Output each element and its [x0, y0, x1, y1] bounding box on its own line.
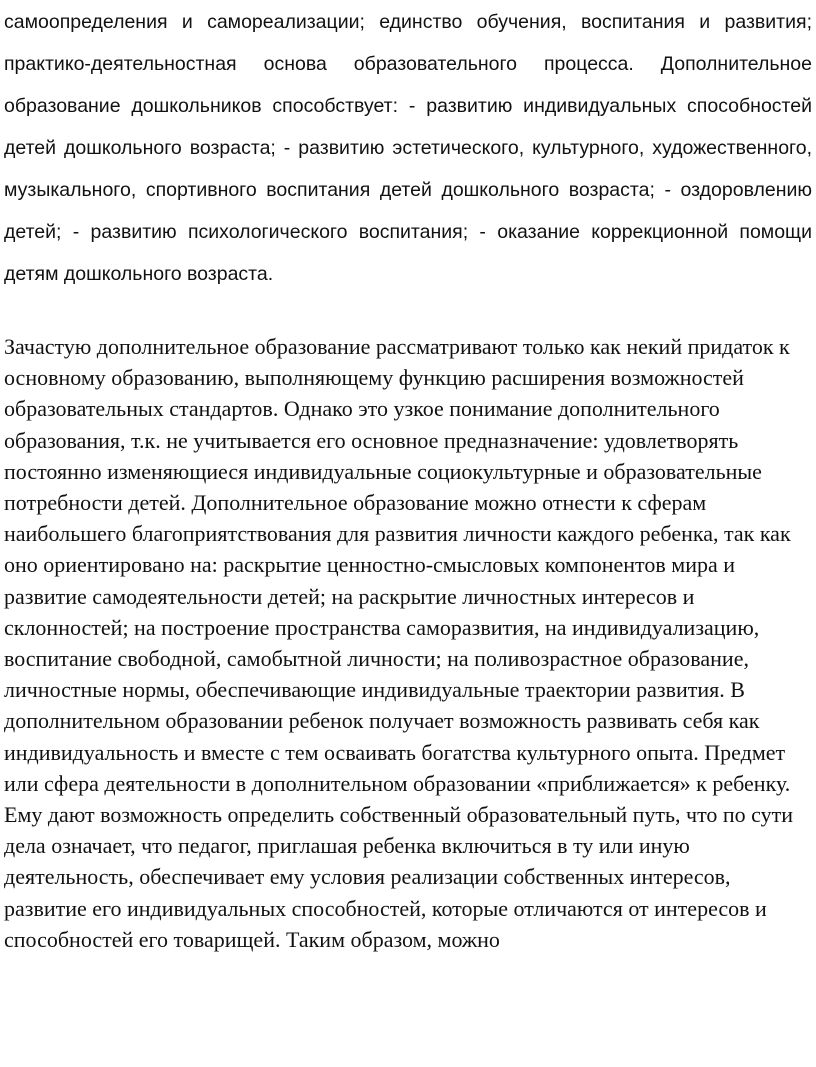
paragraph-role-of-additional-education: Зачастую дополнительное образование рассматривают только как некий придаток к основному образованию, выполняющему функцию расширения возможностей образовательных стандартов. Однако это узкое понимание дополнительного образования, т.к. не учитывается его основное предназначение: удовлетворять постоянно изменяющиеся индивидуальные социокультурные и образовательные потребности детей. Дополнительное образование можно отнести к сферам наибольшего благоприятствования для развития личности каждого ребенка, так как оно ориентировано на: раскрытие ценностно-смысловых компонентов мира и развитие самодеятельности детей; на раскрытие личностных интересов и склонностей; на построение пространства саморазвития, на индивидуализацию, воспитание свободной, самобытной личности; на поливозрастное образование, личностные нормы, обеспечивающие индивидуальные траектории развития. В дополнительном образовании ребенок получает возможность развивать себя как индивидуальность и вместе с тем осваивать богатства культурного опыта. Предмет или сфера деятельности в дополнительном образовании «приближается» к ребенку. Ему дают возможность определить собственный образовательный путь, что по сути дела означает, что педагог, приглашая ребенка включиться в ту или иную деятельность, обеспечивает ему условия реализации собственных интересов, развитие его индивидуальных способностей, которые отличаются от интересов и способностей его товарищей. Таким образом, можно — [4, 334, 794, 952]
paragraph-goals-of-additional-education: самоопределения и самореализации; единство обучения, воспитания и развития; практико-деятельностная основа образовательного процесса. Дополнительное образование дошкольников способствует: - развитию индивидуальных способностей детей дошкольного возраста; - развитию эстетического, культурного, художественного, музыкального, спортивного воспитания детей дошкольного возраста; - оздоровлению детей; - развитию психологического воспитания; - оказание коррекционной помощи детям дошкольного возраста. — [4, 11, 812, 285]
